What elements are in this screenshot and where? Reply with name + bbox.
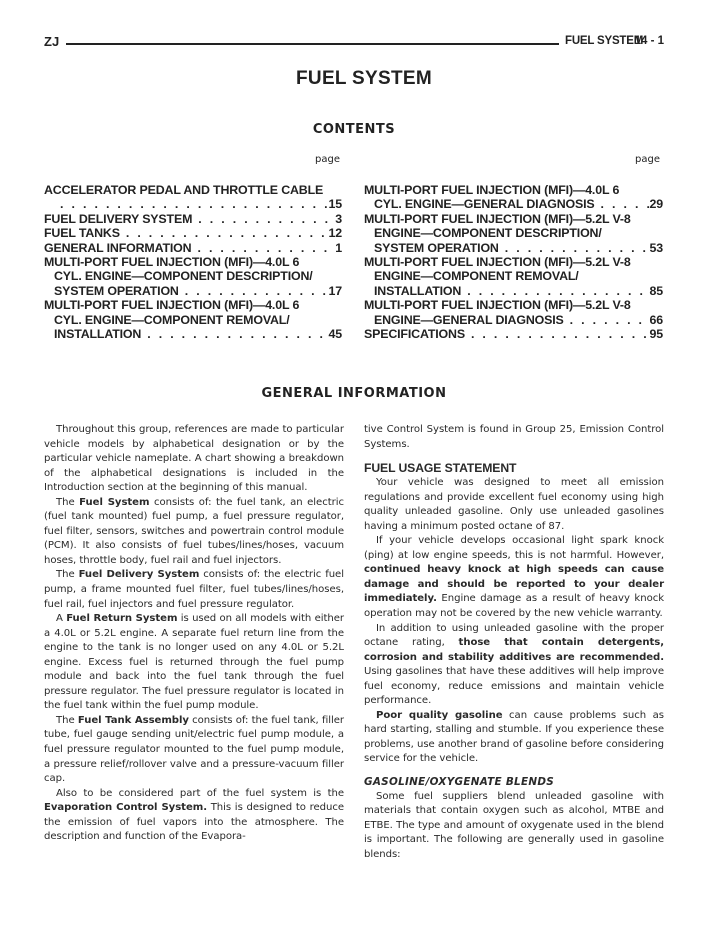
toc-dot-leader xyxy=(595,197,650,211)
toc-page-number: 53 xyxy=(649,240,663,255)
section-heading: FUEL USAGE STATEMENT xyxy=(364,461,517,476)
toc-entry-title: FUEL DELIVERY SYSTEM xyxy=(44,211,193,226)
paragraph: The Fuel System consists of: the fuel tank, an electric (fuel tank mounted) fuel pump, a fuel pressure regulator, fuel filter, sensors, switches and powertrain control module (PCM). It also consists of fuel tubes/lines/hoses, vacuum hoses, throttle body, fuel rail and fuel injectors. xyxy=(44,496,344,566)
toc-entry-title: CYL. ENGINE—COMPONENT REMOVAL/ xyxy=(54,312,290,327)
toc-entry[interactable] xyxy=(364,298,663,327)
emphasis: Fuel Delivery System xyxy=(78,569,200,581)
toc-entry[interactable] xyxy=(44,212,342,226)
toc-dot-leader xyxy=(120,226,329,240)
running-header xyxy=(44,34,664,52)
toc-entry[interactable] xyxy=(364,212,663,255)
subsection-heading: GASOLINE/OXYGENATE BLENDS xyxy=(364,776,555,789)
toc-page-number: 85 xyxy=(649,283,663,298)
toc-entry[interactable] xyxy=(364,327,663,341)
toc-entry-title: MULTI-PORT FUEL INJECTION (MFI)—5.2L V-8 xyxy=(364,211,631,226)
header-section-title: FUEL SYSTEM xyxy=(565,35,644,47)
toc-page-number: 1 xyxy=(335,240,342,255)
toc-entry-title: SYSTEM OPERATION xyxy=(374,240,499,255)
toc-page-label-left: page xyxy=(315,154,340,165)
header-model-code: ZJ xyxy=(44,34,60,49)
toc-entry-title: MULTI-PORT FUEL INJECTION (MFI)—4.0L 6 xyxy=(364,183,620,197)
emphasis: continued heavy knock at high speeds can cause damage and should be reported to your dealer immediately. xyxy=(364,564,664,605)
toc-entry[interactable] xyxy=(44,241,342,255)
paragraph: A Fuel Return System is used on all models with either a 4.0L or 5.2L engine. A separate fuel return line from the engine to the tank is no longer used on any 4.0L or 5.2L engine. Excess fuel is returned through the fuel pump module and back into the fuel tank through the fuel pressure regulator. The fuel pressure regulator is located in the fuel tank within the fuel pump module. xyxy=(44,613,344,712)
paragraph: The Fuel Delivery System consists of: the electric fuel pump, a frame mounted fuel filter, fuel tubes/lines/hoses, fuel rail, fuel injectors and fuel pressure regulator. xyxy=(44,569,344,610)
toc-entry[interactable] xyxy=(364,255,663,298)
toc-page-number: 95 xyxy=(649,326,663,341)
toc-entry-title: ACCELERATOR PEDAL AND THROTTLE CABLE xyxy=(44,183,324,197)
toc-entry[interactable] xyxy=(44,226,342,240)
toc-right-column xyxy=(364,183,663,341)
body-left-column xyxy=(44,423,344,845)
toc-dot-leader xyxy=(192,212,335,226)
toc-entry-title: MULTI-PORT FUEL INJECTION (MFI)—5.2L V-8 xyxy=(364,254,631,269)
toc-entry-title: SPECIFICATIONS xyxy=(364,326,465,341)
paragraph: If your vehicle develops occasional light spark knock (ping) at low engine speeds, this is not harmful. However, continued heavy knock at high speeds can cause damage and should be reported to your dealer immediately. Engine damage as a result of heavy knock operation may not be covered by the new vehicle warranty. xyxy=(364,535,664,620)
toc-entry-title: INSTALLATION xyxy=(54,326,142,341)
toc-page-number: 45 xyxy=(328,326,342,341)
toc-left-column xyxy=(44,183,342,341)
toc-page-number: 29 xyxy=(649,197,663,212)
paragraph: The Fuel Tank Assembly consists of: the fuel tank, filler tube, fuel gauge sending unit/electric fuel pump module, a fuel pressure regulator mounted to the fuel pump module, a pressure relief/rollover valve and a pressure-vacuum filler cap. xyxy=(44,714,344,785)
paragraph: Throughout this group, references are made to particular vehicle models by alphabetical designation or by the particular vehicle nameplate. A chart showing a breakdown of the alphabetical designations is included in the Introduction section at the beginning of this manual. xyxy=(44,424,344,494)
header-page-number: 14 - 1 xyxy=(634,35,664,47)
toc-entry[interactable] xyxy=(364,183,663,212)
toc-entry-title: INSTALLATION xyxy=(374,283,462,298)
emphasis: Fuel System xyxy=(79,496,150,508)
emphasis: Poor quality gasoline xyxy=(376,709,503,721)
toc-entry[interactable] xyxy=(44,183,342,212)
emphasis: those that contain detergents, corrosion and stability additives are recommended. xyxy=(364,637,664,663)
toc-dot-leader xyxy=(499,241,650,255)
toc-entry-title: MULTI-PORT FUEL INJECTION (MFI)—4.0L 6 xyxy=(44,254,300,269)
toc-dot-leader xyxy=(179,284,329,298)
toc-page-number: 17 xyxy=(328,283,342,298)
toc-entry-title: ENGINE—GENERAL DIAGNOSIS xyxy=(374,312,564,327)
body-right-column xyxy=(364,423,664,862)
contents-heading: CONTENTS xyxy=(312,122,396,137)
paragraph: In addition to using unleaded gasoline with the proper octane rating, those that contain detergents, corrosion and stability additives are recommended. Using gasolines that have these additives will help improve fuel economy, reduce emissions and maintain vehicle performance. xyxy=(364,622,664,707)
page-title: FUEL SYSTEM xyxy=(296,68,432,89)
toc-entry-title: MULTI-PORT FUEL INJECTION (MFI)—4.0L 6 xyxy=(44,298,300,313)
paragraph: Also to be considered part of the fuel system is the Evaporation Control System. This is designed to reduce the emission of fuel vapors into the atmosphere. The description and function of the Evapora- xyxy=(44,787,344,843)
general-information-heading: GENERAL INFORMATION xyxy=(261,386,447,401)
toc-page-number: 66 xyxy=(649,312,663,327)
emphasis: Evaporation Control System. xyxy=(44,802,207,814)
toc-dot-leader xyxy=(191,241,335,255)
paragraph: tive Control System is found in Group 25, Emission Control Systems. xyxy=(364,424,664,450)
toc-entry-title: ENGINE—COMPONENT REMOVAL/ xyxy=(374,269,579,284)
header-rule xyxy=(66,43,559,45)
toc-page-number: 3 xyxy=(335,211,342,226)
toc-page-number: 15 xyxy=(328,197,342,212)
toc-page-label-right: page xyxy=(635,154,660,165)
paragraph: Your vehicle was designed to meet all emission regulations and provide excellent fuel economy using high quality unleaded gasoline. Only use unleaded gasolines having a minimum posted octane of 87. xyxy=(364,477,664,532)
toc-dot-leader xyxy=(465,327,650,341)
toc-entry-title: CYL. ENGINE—GENERAL DIAGNOSIS xyxy=(374,197,595,212)
toc-dot-leader xyxy=(461,284,649,298)
paragraph: Poor quality gasoline can cause problems such as hard starting, stalling and stumble. If you experience these problems, use another brand of gasoline before considering service for the vehicle. xyxy=(364,709,664,765)
toc-entry[interactable] xyxy=(44,255,342,298)
toc-entry-title: CYL. ENGINE—COMPONENT DESCRIPTION/ xyxy=(54,269,313,284)
toc-dot-leader xyxy=(54,197,329,211)
paragraph: Some fuel suppliers blend unleaded gasoline with materials that contain oxygen such as alcohol, MTBE and ETBE. The type and amount of oxygenate used in the blend is important. The following are generally used in gasoline blends: xyxy=(364,790,664,860)
emphasis: Fuel Return System xyxy=(66,613,178,625)
toc-page-number: 12 xyxy=(328,226,342,241)
toc-dot-leader xyxy=(141,327,328,341)
toc-entry-title: SYSTEM OPERATION xyxy=(54,283,179,298)
emphasis: Fuel Tank Assembly xyxy=(77,714,189,726)
toc-entry-title: FUEL TANKS xyxy=(44,226,120,241)
toc-entry[interactable] xyxy=(44,298,342,341)
toc-entry-title: ENGINE—COMPONENT DESCRIPTION/ xyxy=(374,226,602,241)
toc-dot-leader xyxy=(564,313,650,327)
toc-entry-title: GENERAL INFORMATION xyxy=(44,240,192,255)
toc-entry-title: MULTI-PORT FUEL INJECTION (MFI)—5.2L V-8 xyxy=(364,298,631,313)
